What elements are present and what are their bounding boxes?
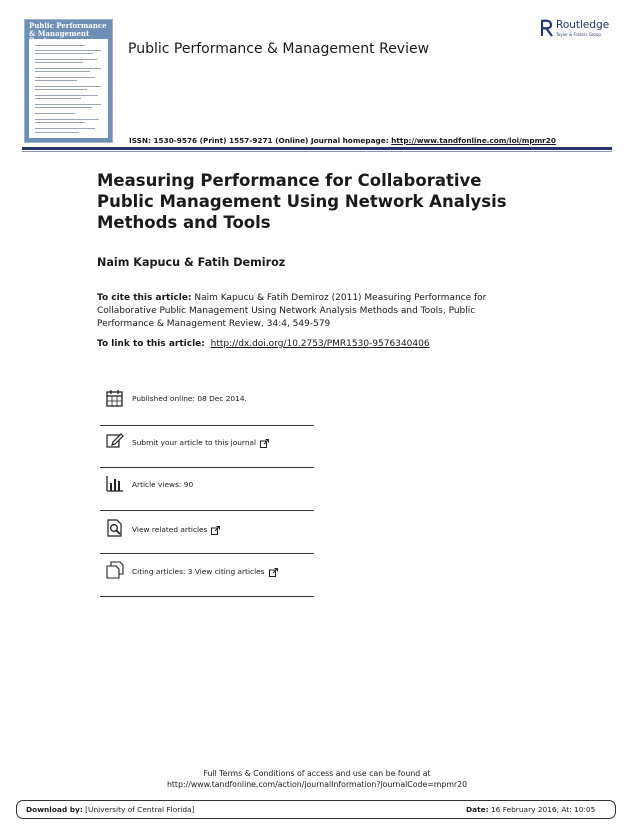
cover-title: Public Performance & Management — [29, 21, 107, 38]
citation — [97, 292, 517, 331]
journal-title[interactable]: Public Performance & Management Review — [128, 41, 430, 57]
citation-label: To cite this article: — [97, 293, 192, 303]
item-divider — [100, 596, 314, 597]
citing-articles-icon — [106, 561, 124, 579]
downloaded-by-label: Download by: — [26, 805, 83, 814]
calendar-icon — [106, 389, 124, 407]
journal-cover-thumbnail[interactable] — [24, 19, 113, 143]
external-link-icon — [269, 568, 278, 577]
item-divider — [100, 425, 314, 426]
terms-text: Full Terms & Conditions of access and use can be found at — [203, 769, 431, 778]
cover-contents — [29, 39, 108, 138]
downloaded-by — [26, 805, 194, 814]
published-online-item — [100, 382, 314, 425]
downloaded-by-value: [University of Central Florida] — [82, 805, 195, 814]
issn-text: ISSN: 1530-9576 (Print) 1557-9271 (Online) Journal homepage: — [129, 136, 392, 145]
journal-homepage-link[interactable]: http://www.tandfonline.com/loi/mpmr20 — [391, 136, 556, 145]
search-document-icon — [106, 519, 124, 537]
header-divider — [22, 147, 612, 150]
download-date — [466, 805, 595, 814]
published-online-label: Published online: 08 Dec 2014. — [132, 394, 247, 403]
citing-articles-label[interactable] — [132, 567, 278, 577]
download-info-footer — [16, 800, 616, 819]
download-date-value: 16 February 2016, At: 10:05 — [488, 805, 596, 814]
article-views-label: Article views: 90 — [132, 480, 194, 489]
citation-text: Naim Kapucu & Fatih Demiroz (2011) Measuring Performance for Collaborative Public Management Using Network Analysis Methods and Tools, Public Performance & Management Review, 34:4, 549-579 — [97, 293, 487, 329]
submit-article-label[interactable] — [132, 438, 269, 448]
external-link-icon — [211, 526, 220, 535]
download-date-label: Date: — [466, 805, 489, 814]
related-articles-item[interactable] — [100, 511, 314, 554]
terms-link[interactable]: http://www.tandfonline.com/action/journalInformation?journalCode=mpmr20 — [166, 780, 468, 789]
doi-link[interactable]: http://dx.doi.org/10.2753/PMR1530-9576340406 — [210, 339, 430, 349]
article-authors: Naim Kapucu & Fatih Demiroz — [97, 256, 286, 269]
routledge-logo-icon — [541, 19, 553, 37]
terms-and-conditions — [0, 768, 634, 790]
citing-articles-text: Citing articles: 3 View citing articles — [132, 567, 265, 576]
article-title: Measuring Performance for Collaborative Public Management Using Network Analysis Methods and Tools — [97, 171, 507, 232]
citing-articles-item[interactable] — [100, 554, 314, 597]
header-divider-thin — [22, 151, 612, 152]
related-articles-text: View related articles — [132, 525, 208, 534]
external-link-icon — [260, 439, 269, 448]
edit-icon — [106, 431, 124, 449]
submit-article-item[interactable] — [100, 425, 314, 468]
bar-chart-icon — [106, 475, 124, 493]
publisher-tagline: Taylor & Francis Group — [556, 32, 601, 37]
article-views-item — [100, 468, 314, 511]
doi-label: To link to this article: — [97, 339, 205, 349]
publisher-name: Routledge — [556, 19, 610, 31]
submit-article-text: Submit your article to this journal — [132, 438, 257, 447]
doi-line — [97, 339, 430, 349]
related-articles-label[interactable] — [132, 525, 220, 535]
issn-line — [129, 136, 556, 145]
